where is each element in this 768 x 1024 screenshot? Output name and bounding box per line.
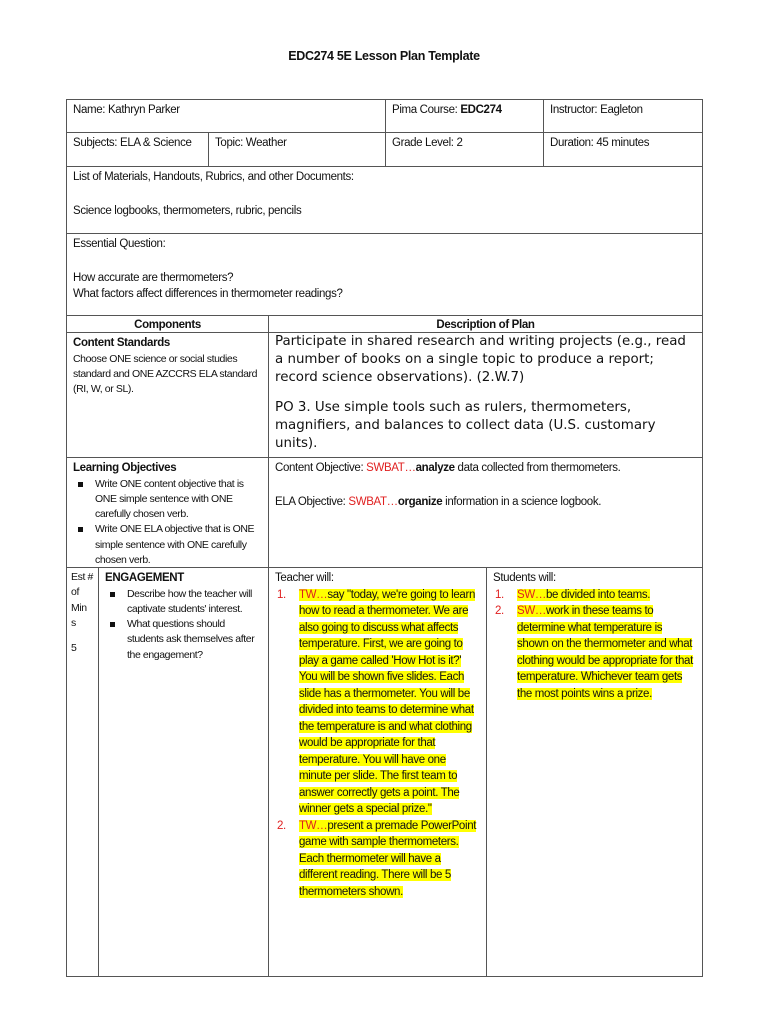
- lo-bullet-ela: Write ONE ELA objective that is ONE simple sentence with ONE carefully chosen verb.: [73, 522, 262, 568]
- duration-cell: [543, 132, 703, 167]
- est-min-value: 5: [71, 642, 77, 655]
- content-standards-label-cell: [66, 332, 269, 458]
- duration-text: Duration: 45 minutes: [550, 137, 650, 149]
- list-number: 2.: [277, 819, 286, 832]
- essential-label: Essential Question:: [73, 238, 166, 250]
- engagement-label-cell: [98, 567, 269, 977]
- swbat-prefix: SWBAT…: [366, 462, 416, 474]
- ela-objective: ELA Objective: SWBAT…organize information in a science logbook.: [275, 495, 602, 508]
- essential-question-2: What factors affect differences in thermometer readings?: [73, 288, 343, 300]
- list-number: 1.: [277, 588, 286, 601]
- action-text: present a premade PowerPoint game with sample thermometers. Each thermometer will have a different reading. There will be 5 thermometers shown.: [299, 819, 477, 898]
- students-will-label: Students will:: [493, 572, 556, 584]
- course-cell: [385, 99, 544, 133]
- description-header: Description of Plan: [268, 315, 703, 333]
- content-objective: Content Objective: SWBAT…analyze data collected from thermometers.: [275, 462, 621, 474]
- essential-question-cell: [66, 233, 703, 316]
- components-header: Components: [66, 315, 269, 333]
- subjects-text: Subjects: ELA & Science: [73, 137, 192, 149]
- action-prefix: SW…: [517, 605, 546, 617]
- content-standards-instructions: Choose ONE science or social studies standard and ONE AZCCRS ELA standard (RI, W, or SL).: [73, 352, 258, 396]
- learning-objectives-heading: Learning Objectives: [73, 462, 177, 474]
- essential-question-1: How accurate are thermometers?: [73, 271, 234, 284]
- student-list: [493, 587, 696, 703]
- action-prefix: TW…: [299, 819, 328, 832]
- learning-objectives-label-cell: [66, 457, 269, 568]
- content-standards-value-cell: [268, 332, 703, 458]
- topic-cell: [208, 132, 386, 167]
- document-title: EDC274 5E Lesson Plan Template: [288, 49, 480, 63]
- grade-cell: [385, 132, 544, 167]
- list-number: 2.: [495, 605, 504, 617]
- student-item: [493, 587, 696, 604]
- instructor-cell: [543, 99, 703, 133]
- engagement-heading: ENGAGEMENT: [105, 572, 184, 584]
- subjects-cell: [66, 132, 209, 167]
- content-verb: analyze: [415, 462, 455, 474]
- grade-text: Grade Level: 2: [392, 137, 463, 149]
- teacher-will-label: Teacher will:: [275, 572, 334, 584]
- est-min-label: Est # of Min s: [71, 571, 93, 629]
- student-item: [493, 603, 696, 702]
- teacher-item: [275, 587, 480, 818]
- engagement-bullet-1: Describe how the teacher will captivate students' interest.: [105, 587, 262, 618]
- ela-standard: Participate in shared research and writing projects (e.g., read a number of books on a single topic to produce a report; record science observations). (2.W.7): [275, 334, 686, 385]
- lo-bullet-content: Write ONE content objective that is ONE simple sentence with ONE carefully chosen verb.: [73, 477, 262, 523]
- teacher-item: [275, 818, 480, 901]
- est-minutes-cell: [66, 567, 99, 977]
- name-text: Name: Kathryn Parker: [73, 104, 180, 116]
- ela-verb: organize: [397, 495, 443, 508]
- course-label: Pima Course:: [392, 104, 461, 116]
- list-number: 1.: [495, 588, 504, 601]
- action-prefix: SW…: [517, 588, 546, 601]
- name-cell: [66, 99, 386, 133]
- swbat-prefix: SWBAT…: [348, 495, 398, 508]
- action-text: work in these teams to determine what temperature is shown on the thermometer and what clothing would be appropriate for that temperature. Whichever team gets the most points wins a prize.: [517, 605, 693, 700]
- action-text: be divided into teams.: [545, 588, 651, 601]
- teacher-list: [275, 587, 480, 901]
- materials-label: List of Materials, Handouts, Rubrics, and other Documents:: [73, 171, 354, 183]
- learning-objectives-value-cell: [268, 457, 703, 568]
- action-prefix: TW…: [299, 588, 328, 601]
- course-value: EDC274: [460, 104, 502, 116]
- students-will-cell: [486, 567, 703, 977]
- engagement-bullet-2: What questions should students ask themselves after the engagement?: [105, 617, 262, 663]
- materials-cell: [66, 166, 703, 234]
- materials-value: Science logbooks, thermometers, rubric, pencils: [73, 204, 302, 217]
- instructor-text: Instructor: Eagleton: [550, 104, 643, 116]
- teacher-will-cell: [268, 567, 487, 977]
- action-text: say "today, we're going to learn how to read a thermometer. We are also going to discuss what affects temperature. First, we are going to play a game called 'How Hot is it?' You will be shown five slides. Each slide has a thermometer. You will be divided into teams to determine what the temperature is and what clothing would be appropriate for that temperature. You will have one minute per slide. The first team to answer correctly gets a point. The winner gets a special prize.": [299, 588, 475, 815]
- topic-text: Topic: Weather: [215, 137, 287, 149]
- science-standard: PO 3. Use simple tools such as rulers, thermometers, magnifiers, and balances to collect data (U.S. customary units).: [275, 400, 656, 451]
- content-standards-heading: Content Standards: [73, 337, 170, 349]
